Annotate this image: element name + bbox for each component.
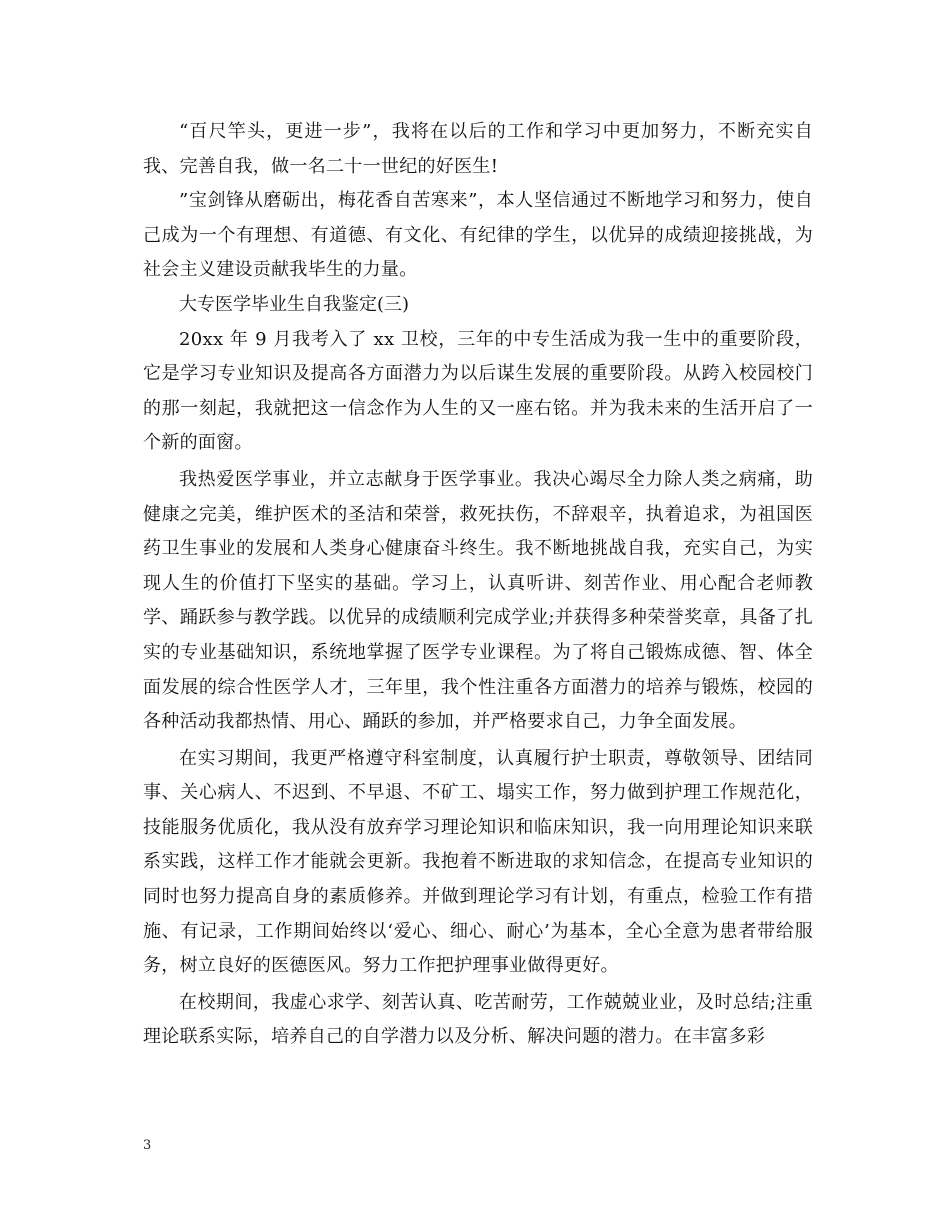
paragraph-enrollment: 20xx 年 9 月我考入了 xx 卫校，三年的中专生活成为我一生中的重要阶段，它是学习专业知识及提高各方面潜力为以后谋生发展的重要阶段。从跨入校园校门的那一刻起，我就把这一信念作为人生的又一座右铭。并为我未来的生活开启了一个新的面窗。 (143, 328, 813, 454)
paragraph-school-period: 在校期间，我虚心求学、刻苦认真、吃苦耐劳，工作兢兢业业，及时总结;注重理论联系实际，培养自己的自学潜力以及分析、解决问题的潜力。在丰富多彩 (143, 991, 813, 1048)
section-heading: 大专医学毕业生自我鉴定(三) (179, 293, 410, 315)
document-body (143, 115, 813, 1055)
paragraph-medical-career: 我热爱医学事业，并立志献身于医学事业。我决心竭尽全力除人类之病痛，助健康之完美，维护医术的圣洁和荣誉，救死扶伤，不辞艰辛，执着追求，为祖国医药卫生事业的发展和人类身心健康奋斗终生。我不断地挑战自我，充实自己，为实现人生的价值打下坚实的基础。学习上，认真听讲、刻苦作业、用心配合老师教学、踊跃参与教学践。以优异的成绩顺利完成学业;并获得多种荣誉奖章，具备了扎实的专业基础知识，系统地掌握了医学专业课程。为了将自己锻炼成德、智、体全面发展的综合性医学人才，三年里，我个性注重各方面潜力的培养与锻炼，校园的各种活动我都热情、用心、踊跃的参加，并严格要求自己，力争全面发展。 (143, 468, 813, 733)
paragraph-motto: ”宝剑锋从磨砺出，梅花香自苦寒来”，本人坚信通过不断地学习和努力，使自己成为一个有理想、有道德、有文化、有纪律的学生，以优异的成绩迎接挑战，为社会主义建设贡献我毕生的力量。 (143, 190, 813, 281)
page-number: 3 (143, 1138, 152, 1153)
paragraph-internship: 在实习期间，我更严格遵守科室制度，认真履行护士职责，尊敬领导、团结同事、关心病人、不迟到、不早退、不矿工、塌实工作，努力做到护理工作规范化，技能服务优质化，我从没有放弃学习理论知识和临床知识，我一向用理论知识来联系实践，这样工作才能就会更新。我抱着不断进取的求知信念，在提高专业知识的同时也努力提高自身的素质修养。并做到理论学习有计划，有重点，检验工作有措施、有记录，工作期间始终以‘爱心、细心、耐心’为基本，全心全意为患者带给服务，树立良好的医德医风。努力工作把护理事业做得更好。 (143, 747, 813, 977)
paragraph-resolution: “百尺竿头，更进一步”，我将在以后的工作和学习中更加努力，不断充实自我、完善自我，做一名二十一世纪的好医生! (143, 121, 813, 177)
